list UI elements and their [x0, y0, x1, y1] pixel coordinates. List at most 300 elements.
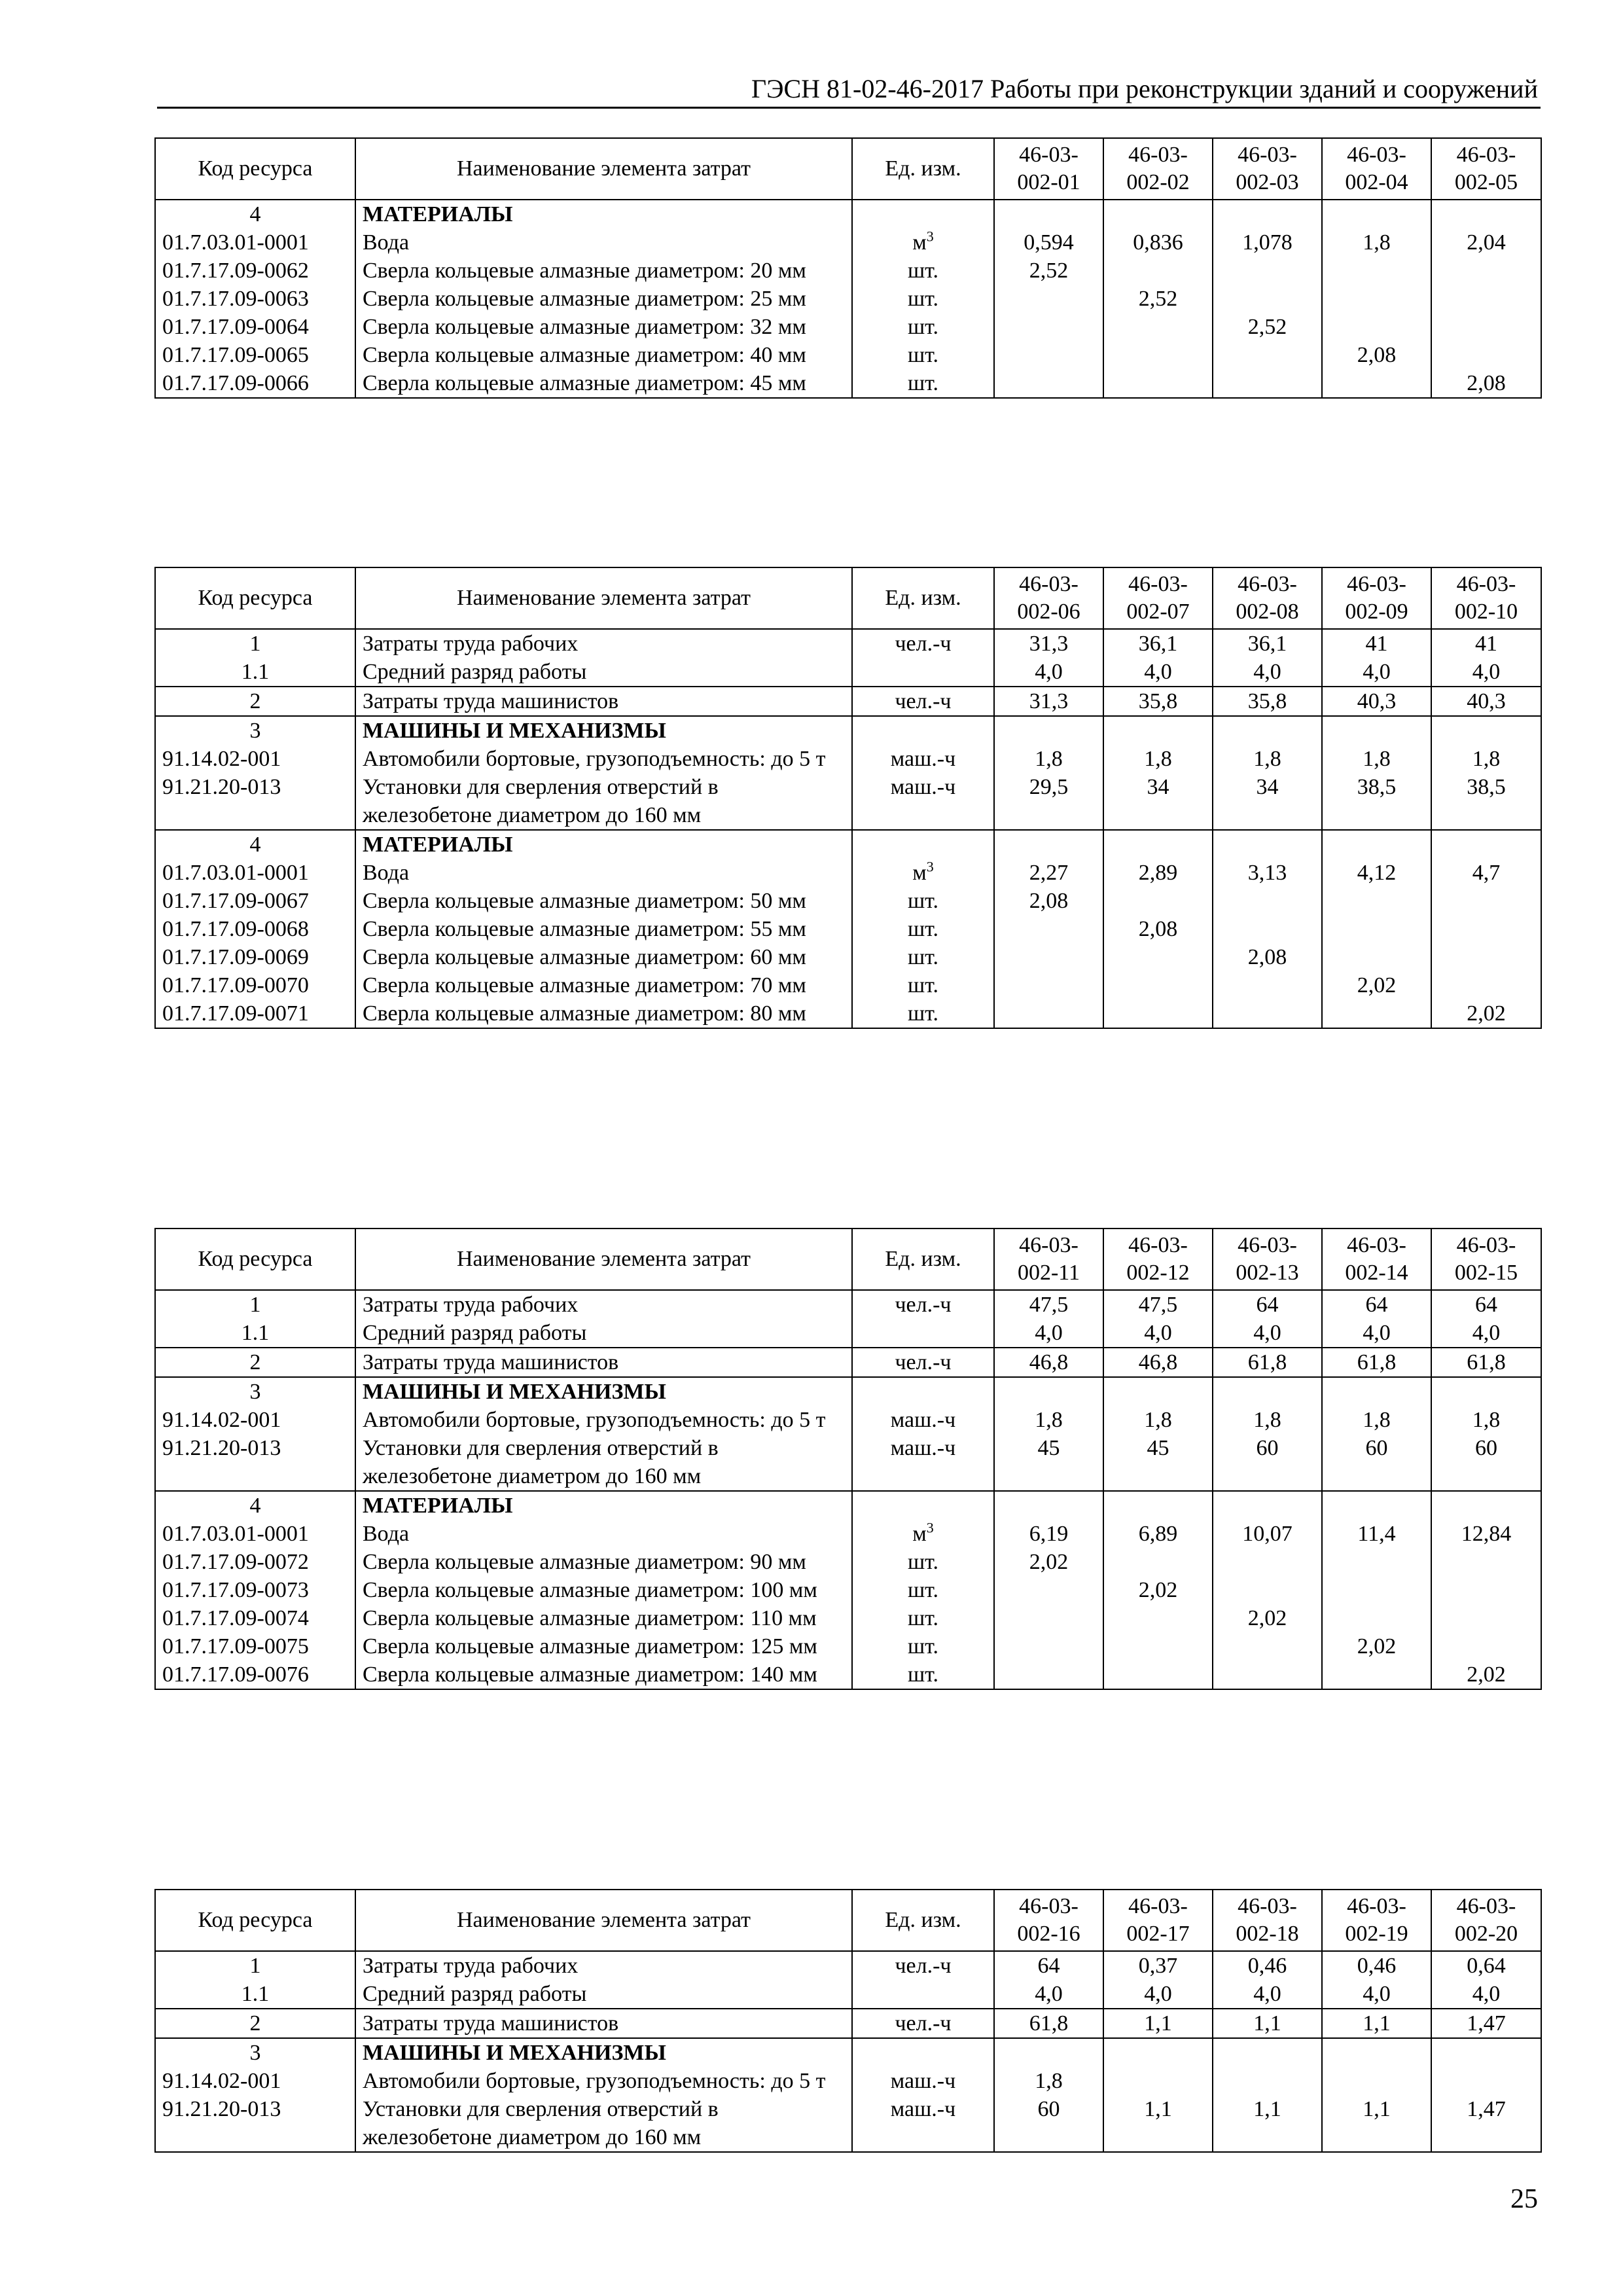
header-column-code: [1322, 567, 1431, 629]
resource-name: Сверла кольцевые алмазные диаметром: 20 мм: [355, 257, 852, 285]
resource-value: [1103, 887, 1213, 915]
resource-code: 01.7.17.09-0064: [155, 313, 355, 341]
resource-name: Автомобили бортовые, грузоподъемность: до 5 т: [355, 745, 852, 773]
resource-value: [1213, 341, 1322, 369]
header-column-code: [994, 567, 1103, 629]
resource-value: 40,3: [1322, 687, 1431, 716]
resource-value: 2,02: [1322, 971, 1431, 999]
resource-value: 4,0: [1213, 1319, 1322, 1348]
header-column-code: [994, 138, 1103, 200]
resource-value: [1213, 1576, 1322, 1604]
resource-value: 1,1: [1213, 2095, 1322, 2152]
header-column-code-line1: 46-03-: [1128, 572, 1188, 596]
resource-value: 1,078: [1213, 228, 1322, 257]
header-column-code-line1: 46-03-: [1019, 143, 1079, 167]
resource-code: 1: [155, 1290, 355, 1319]
resource-unit: маш.-ч: [852, 1406, 994, 1434]
resource-value: 4,0: [1322, 658, 1431, 687]
table-row: [155, 687, 1541, 716]
resource-value: 4,0: [1322, 1319, 1431, 1348]
resource-value: [1431, 257, 1541, 285]
resource-table-1: [154, 137, 1542, 399]
resource-value: 2,08: [1431, 369, 1541, 398]
resource-code: 01.7.17.09-0074: [155, 1604, 355, 1632]
resource-name: Затраты труда рабочих: [355, 1290, 852, 1319]
resource-code: 3: [155, 716, 355, 745]
resource-value: [994, 716, 1103, 745]
resource-name: Сверла кольцевые алмазные диаметром: 50 мм: [355, 887, 852, 915]
resource-value: 45: [1103, 1434, 1213, 1491]
resource-value: 2,52: [1103, 285, 1213, 313]
resource-unit: [852, 2038, 994, 2067]
resource-value: 0,37: [1103, 1951, 1213, 1980]
table-header-row: [155, 1890, 1541, 1951]
resource-value: [1322, 200, 1431, 228]
header-column-code-line2: 002-06: [1017, 600, 1080, 624]
resource-value: 61,8: [1431, 1348, 1541, 1377]
resource-value: [1322, 257, 1431, 285]
resource-code: 01.7.17.09-0076: [155, 1660, 355, 1689]
header-column-code: [1103, 567, 1213, 629]
table-row: [155, 859, 1541, 887]
header-column-code-line2: 002-17: [1126, 1922, 1190, 1946]
resource-value: [1103, 1604, 1213, 1632]
resource-unit: шт.: [852, 1660, 994, 1689]
resource-value: 41: [1322, 629, 1431, 658]
resource-code: 01.7.17.09-0072: [155, 1548, 355, 1576]
resource-value: [1322, 1548, 1431, 1576]
resource-value: [994, 313, 1103, 341]
resource-value: 1,8: [1103, 1406, 1213, 1434]
resource-value: 2,02: [1213, 1604, 1322, 1632]
resource-value: 1,47: [1431, 2009, 1541, 2038]
resource-value: [1322, 1604, 1431, 1632]
table-row: [155, 1548, 1541, 1576]
resource-unit: [852, 716, 994, 745]
header-column-code-line2: 002-05: [1454, 170, 1518, 194]
table-row: [155, 1576, 1541, 1604]
resource-value: [1322, 943, 1431, 971]
header-column-code: [1322, 1229, 1431, 1290]
header-column-code-line1: 46-03-: [1347, 1233, 1406, 1257]
table-row: [155, 1434, 1541, 1491]
resource-unit: чел.-ч: [852, 687, 994, 716]
resource-value: 1,1: [1322, 2095, 1431, 2152]
resource-name: Сверла кольцевые алмазные диаметром: 125 мм: [355, 1632, 852, 1660]
superscript-3: 3: [926, 228, 934, 245]
resource-unit: маш.-ч: [852, 1434, 994, 1491]
resource-value: 60: [1431, 1434, 1541, 1491]
resource-unit: [852, 830, 994, 859]
resource-code: 2: [155, 1348, 355, 1377]
table-row: [155, 716, 1541, 745]
resource-name: Установки для сверления отверстий в железобетоне диаметром до 160 мм: [355, 2095, 852, 2152]
resource-value: 31,3: [994, 629, 1103, 658]
table-row: [155, 1951, 1541, 1980]
resource-value: 64: [1322, 1290, 1431, 1319]
header-column-code-line2: 002-04: [1345, 170, 1408, 194]
resource-name: Средний разряд работы: [355, 658, 852, 687]
resource-value: 31,3: [994, 687, 1103, 716]
resource-value: [1103, 2067, 1213, 2095]
resource-value: [1213, 999, 1322, 1028]
table-row: [155, 1491, 1541, 1520]
resource-value: 1,8: [994, 1406, 1103, 1434]
resource-value: [1431, 1632, 1541, 1660]
header-unit: Ед. изм.: [852, 138, 994, 200]
header-column-code-line1: 46-03-: [1347, 143, 1406, 167]
resource-unit: шт.: [852, 313, 994, 341]
resource-value: 29,5: [994, 773, 1103, 830]
resource-value: [1213, 285, 1322, 313]
resource-value: 10,07: [1213, 1520, 1322, 1548]
resource-value: [994, 200, 1103, 228]
resource-value: 2,08: [1103, 915, 1213, 943]
resource-value: [1322, 1491, 1431, 1520]
table-row: [155, 915, 1541, 943]
resource-value: 0,594: [994, 228, 1103, 257]
resource-name: Средний разряд работы: [355, 1980, 852, 2009]
resource-value: [1431, 2038, 1541, 2067]
resource-value: 4,0: [1322, 1980, 1431, 2009]
header-column-code-line2: 002-02: [1126, 170, 1190, 194]
table-row: [155, 2038, 1541, 2067]
resource-unit: чел.-ч: [852, 1951, 994, 1980]
resource-value: [1213, 1660, 1322, 1689]
header-column-code-line2: 002-14: [1345, 1261, 1408, 1285]
resource-name: Сверла кольцевые алмазные диаметром: 70 мм: [355, 971, 852, 999]
header-column-code-line1: 46-03-: [1456, 572, 1516, 596]
resource-value: 41: [1431, 629, 1541, 658]
resource-value: 64: [1213, 1290, 1322, 1319]
resource-code: 3: [155, 1377, 355, 1406]
superscript-3: 3: [926, 1519, 934, 1536]
resource-value: [1103, 1660, 1213, 1689]
resource-unit: [852, 1980, 994, 2009]
resource-code: 1.1: [155, 1319, 355, 1348]
table-row: [155, 999, 1541, 1028]
resource-unit: шт.: [852, 257, 994, 285]
resource-value: [994, 1632, 1103, 1660]
table-header-row: [155, 567, 1541, 629]
header-code: Код ресурса: [155, 1890, 355, 1951]
resource-value: 61,8: [1322, 1348, 1431, 1377]
resource-value: 4,0: [1431, 1980, 1541, 2009]
table-header-row: [155, 1229, 1541, 1290]
header-code: Код ресурса: [155, 138, 355, 200]
resource-value: [1431, 341, 1541, 369]
table-row: [155, 1632, 1541, 1660]
header-column-code-line1: 46-03-: [1238, 572, 1297, 596]
resource-unit: шт.: [852, 971, 994, 999]
resource-value: [1213, 1632, 1322, 1660]
resource-code: 01.7.03.01-0001: [155, 1520, 355, 1548]
header-column-code-line2: 002-09: [1345, 600, 1408, 624]
resource-value: 36,1: [1103, 629, 1213, 658]
table-row: [155, 1520, 1541, 1548]
header-column-code: [1103, 1890, 1213, 1951]
resource-code: 01.7.17.09-0075: [155, 1632, 355, 1660]
resource-value: [1103, 313, 1213, 341]
resource-value: 60: [1213, 1434, 1322, 1491]
resource-value: [1431, 313, 1541, 341]
resource-value: 12,84: [1431, 1520, 1541, 1548]
resource-value: 2,02: [994, 1548, 1103, 1576]
resource-unit: шт.: [852, 1604, 994, 1632]
table-row: [155, 2095, 1541, 2152]
resource-code: 91.14.02-001: [155, 2067, 355, 2095]
resource-unit: шт.: [852, 1576, 994, 1604]
resource-unit: [852, 658, 994, 687]
resource-unit: шт.: [852, 285, 994, 313]
resource-value: 61,8: [1213, 1348, 1322, 1377]
table-row: [155, 2009, 1541, 2038]
resource-value: [1103, 971, 1213, 999]
resource-unit: шт.: [852, 1548, 994, 1576]
header-column-code-line2: 002-15: [1454, 1261, 1518, 1285]
resource-value: 4,7: [1431, 859, 1541, 887]
header-column-code: [1213, 138, 1322, 200]
resource-code: 1.1: [155, 658, 355, 687]
header-unit: Ед. изм.: [852, 567, 994, 629]
resource-code: 01.7.17.09-0066: [155, 369, 355, 398]
resource-unit: шт.: [852, 887, 994, 915]
resource-unit: шт.: [852, 341, 994, 369]
resource-value: 1,8: [994, 745, 1103, 773]
header-column-code-line1: 46-03-: [1128, 143, 1188, 167]
resource-code: 3: [155, 2038, 355, 2067]
table-row: [155, 1377, 1541, 1406]
resource-name: Затраты труда машинистов: [355, 687, 852, 716]
header-column-code: [994, 1890, 1103, 1951]
resource-value: 2,08: [994, 887, 1103, 915]
header-column-code: [1103, 1229, 1213, 1290]
resource-name: Затраты труда машинистов: [355, 2009, 852, 2038]
resource-value: 11,4: [1322, 1520, 1431, 1548]
header-column-code-line1: 46-03-: [1019, 1233, 1079, 1257]
resource-value: [1322, 369, 1431, 398]
resource-value: [994, 285, 1103, 313]
header-column-code-line2: 002-18: [1236, 1922, 1299, 1946]
resource-name: Затраты труда рабочих: [355, 629, 852, 658]
header-column-code-line1: 46-03-: [1456, 1233, 1516, 1257]
resource-name: Сверла кольцевые алмазные диаметром: 55 мм: [355, 915, 852, 943]
resource-value: [994, 341, 1103, 369]
resource-name: МАШИНЫ И МЕХАНИЗМЫ: [355, 2038, 852, 2067]
resource-value: [994, 1576, 1103, 1604]
resource-code: 01.7.17.09-0067: [155, 887, 355, 915]
resource-value: [1213, 716, 1322, 745]
resource-value: [1103, 943, 1213, 971]
resource-value: [1431, 716, 1541, 745]
resource-value: [1103, 999, 1213, 1028]
resource-unit: чел.-ч: [852, 1290, 994, 1319]
table-header-row: [155, 138, 1541, 200]
resource-value: [1431, 915, 1541, 943]
resource-code: 1.1: [155, 1980, 355, 2009]
resource-code: 01.7.17.09-0070: [155, 971, 355, 999]
header-name: Наименование элемента затрат: [355, 567, 852, 629]
resource-code: 1: [155, 1951, 355, 1980]
table-row: [155, 228, 1541, 257]
resource-unit: шт.: [852, 999, 994, 1028]
resource-value: 1,1: [1103, 2009, 1213, 2038]
resource-unit: шт.: [852, 369, 994, 398]
resource-value: [1103, 200, 1213, 228]
resource-value: 1,8: [1322, 1406, 1431, 1434]
resource-unit: $м^3$: [852, 1520, 994, 1548]
superscript-3: 3: [926, 858, 934, 875]
resource-value: [994, 943, 1103, 971]
resource-name: Сверла кольцевые алмазные диаметром: 90 мм: [355, 1548, 852, 1576]
header-column-code-line2: 002-16: [1017, 1922, 1080, 1946]
resource-value: 1,47: [1431, 2095, 1541, 2152]
header-column-code: [1322, 1890, 1431, 1951]
resource-value: [994, 369, 1103, 398]
resource-value: 61,8: [994, 2009, 1103, 2038]
resource-value: [994, 971, 1103, 999]
resource-name: Сверла кольцевые алмазные диаметром: 40 мм: [355, 341, 852, 369]
table-row: [155, 1604, 1541, 1632]
resource-value: 1,8: [1213, 745, 1322, 773]
resource-value: 64: [994, 1951, 1103, 1980]
resource-value: [1431, 830, 1541, 859]
resource-unit: шт.: [852, 915, 994, 943]
resource-value: [1213, 2067, 1322, 2095]
resource-value: 2,52: [994, 257, 1103, 285]
header-column-code: [1431, 138, 1541, 200]
resource-value: [1213, 200, 1322, 228]
header-column-code-line1: 46-03-: [1238, 1233, 1297, 1257]
header-column-code-line1: 46-03-: [1238, 1894, 1297, 1918]
header-column-code-line2: 002-07: [1126, 600, 1190, 624]
resource-code: 01.7.17.09-0071: [155, 999, 355, 1028]
resource-code: 91.14.02-001: [155, 1406, 355, 1434]
resource-value: [1103, 1491, 1213, 1520]
resource-value: 4,0: [1103, 1980, 1213, 2009]
resource-value: [1213, 830, 1322, 859]
header-column-code-line1: 46-03-: [1238, 143, 1297, 167]
resource-value: [1431, 1377, 1541, 1406]
resource-name: Сверла кольцевые алмазные диаметром: 45 мм: [355, 369, 852, 398]
resource-code: 91.21.20-013: [155, 773, 355, 830]
header-column-code-line1: 46-03-: [1019, 1894, 1079, 1918]
table-row: [155, 1348, 1541, 1377]
resource-value: [994, 830, 1103, 859]
header-column-code: [1213, 567, 1322, 629]
resource-value: 45: [994, 1434, 1103, 1491]
resource-value: 2,52: [1213, 313, 1322, 341]
resource-code: 4: [155, 1491, 355, 1520]
resource-unit: маш.-ч: [852, 2095, 994, 2152]
resource-code: 2: [155, 2009, 355, 2038]
resource-value: [1322, 915, 1431, 943]
resource-value: 46,8: [1103, 1348, 1213, 1377]
table-row: [155, 1660, 1541, 1689]
header-column-code-line1: 46-03-: [1456, 143, 1516, 167]
resource-name: МАТЕРИАЛЫ: [355, 830, 852, 859]
resource-value: [1431, 200, 1541, 228]
header-column-code-line1: 46-03-: [1456, 1894, 1516, 1918]
resource-code: 2: [155, 687, 355, 716]
header-unit: Ед. изм.: [852, 1890, 994, 1951]
resource-value: 36,1: [1213, 629, 1322, 658]
resource-name: Установки для сверления отверстий в железобетоне диаметром до 160 мм: [355, 1434, 852, 1491]
resource-code: 01.7.17.09-0068: [155, 915, 355, 943]
resource-unit: шт.: [852, 1632, 994, 1660]
resource-table-2: [154, 567, 1542, 1029]
resource-code: 01.7.17.09-0063: [155, 285, 355, 313]
header-column-code: [1431, 1890, 1541, 1951]
resource-value: 0,46: [1213, 1951, 1322, 1980]
resource-value: 6,19: [994, 1520, 1103, 1548]
resource-value: [1213, 2038, 1322, 2067]
resource-value: [1103, 2038, 1213, 2067]
resource-value: 1,1: [1322, 2009, 1431, 2038]
resource-name: Вода: [355, 1520, 852, 1548]
resource-value: 2,89: [1103, 859, 1213, 887]
resource-code: 01.7.17.09-0065: [155, 341, 355, 369]
resource-value: [1213, 1548, 1322, 1576]
table-row: [155, 830, 1541, 859]
resource-value: 34: [1213, 773, 1322, 830]
resource-code: 01.7.17.09-0062: [155, 257, 355, 285]
resource-value: [994, 2038, 1103, 2067]
resource-value: [1213, 1377, 1322, 1406]
resource-value: [1322, 716, 1431, 745]
resource-value: 60: [994, 2095, 1103, 2152]
header-column-code-line2: 002-08: [1236, 600, 1299, 624]
resource-value: [1103, 716, 1213, 745]
resource-value: [994, 1660, 1103, 1689]
resource-value: [1322, 2067, 1431, 2095]
resource-code: 1: [155, 629, 355, 658]
header-column-code-line2: 002-20: [1454, 1922, 1518, 1946]
resource-value: 1,8: [1322, 745, 1431, 773]
resource-code: 01.7.17.09-0069: [155, 943, 355, 971]
resource-value: [1213, 1491, 1322, 1520]
resource-value: 1,8: [1322, 228, 1431, 257]
resource-value: [1322, 1377, 1431, 1406]
header-column-code-line1: 46-03-: [1019, 572, 1079, 596]
resource-value: 4,0: [1431, 658, 1541, 687]
resource-value: 35,8: [1213, 687, 1322, 716]
header-name: Наименование элемента затрат: [355, 1890, 852, 1951]
header-column-code-line2: 002-11: [1017, 1261, 1080, 1285]
header-column-code-line1: 46-03-: [1128, 1894, 1188, 1918]
resource-value: 1,8: [994, 2067, 1103, 2095]
resource-value: [1213, 887, 1322, 915]
resource-value: [1431, 1604, 1541, 1632]
table-row: [155, 745, 1541, 773]
resource-value: 47,5: [994, 1290, 1103, 1319]
resource-value: [1103, 1377, 1213, 1406]
resource-name: Затраты труда машинистов: [355, 1348, 852, 1377]
resource-name: Автомобили бортовые, грузоподъемность: до 5 т: [355, 2067, 852, 2095]
resource-value: [994, 1491, 1103, 1520]
resource-value: [1103, 830, 1213, 859]
resource-name: Сверла кольцевые алмазные диаметром: 32 мм: [355, 313, 852, 341]
resource-unit: чел.-ч: [852, 629, 994, 658]
resource-value: [1431, 1491, 1541, 1520]
resource-name: Вода: [355, 859, 852, 887]
header-name: Наименование элемента затрат: [355, 138, 852, 200]
resource-value: [1213, 257, 1322, 285]
resource-value: [1103, 369, 1213, 398]
table-row: [155, 971, 1541, 999]
table-row: [155, 2067, 1541, 2095]
resource-value: [1322, 1660, 1431, 1689]
